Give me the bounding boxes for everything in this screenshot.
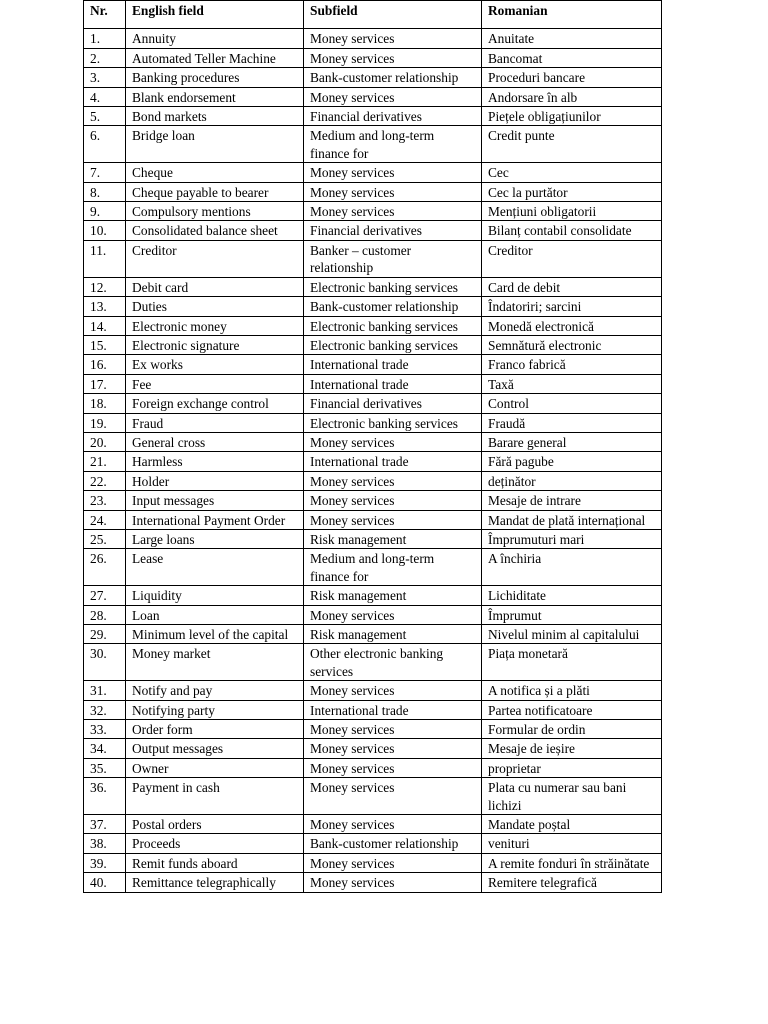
table-row xyxy=(84,681,662,700)
cell-romanian: A închiria xyxy=(482,549,662,586)
table-row xyxy=(84,182,662,201)
cell-romanian: Piața monetară xyxy=(482,644,662,681)
table-row xyxy=(84,739,662,758)
cell-subfield: Bank-customer relationship xyxy=(304,834,482,853)
cell-nr: 40. xyxy=(84,873,126,892)
cell-subfield: Money services xyxy=(304,758,482,777)
cell-subfield: International trade xyxy=(304,452,482,471)
cell-english-field: Electronic money xyxy=(126,316,304,335)
cell-romanian: Proceduri bancare xyxy=(482,68,662,87)
cell-english-field: Holder xyxy=(126,471,304,490)
cell-romanian: Plata cu numerar sau bani lichizi xyxy=(482,778,662,815)
cell-english-field: Fee xyxy=(126,374,304,393)
table-row xyxy=(84,758,662,777)
cell-subfield: Financial derivatives xyxy=(304,107,482,126)
cell-subfield: Bank-customer relationship xyxy=(304,68,482,87)
cell-subfield: Risk management xyxy=(304,586,482,605)
cell-subfield: Bank-customer relationship xyxy=(304,297,482,316)
cell-subfield: Money services xyxy=(304,471,482,490)
cell-english-field: Owner xyxy=(126,758,304,777)
table-row xyxy=(84,834,662,853)
cell-romanian: Împrumut xyxy=(482,605,662,624)
cell-romanian: venituri xyxy=(482,834,662,853)
cell-english-field: Remittance telegraphically xyxy=(126,873,304,892)
table-row xyxy=(84,720,662,739)
table-row xyxy=(84,335,662,354)
table-row xyxy=(84,394,662,413)
cell-subfield: Money services xyxy=(304,510,482,529)
cell-romanian: Card de debit xyxy=(482,277,662,296)
table-row xyxy=(84,163,662,182)
cell-nr: 7. xyxy=(84,163,126,182)
cell-subfield: Money services xyxy=(304,815,482,834)
cell-nr: 17. xyxy=(84,374,126,393)
table-row xyxy=(84,778,662,815)
cell-english-field: Large loans xyxy=(126,529,304,548)
cell-english-field: Automated Teller Machine xyxy=(126,48,304,67)
cell-nr: 26. xyxy=(84,549,126,586)
table-row xyxy=(84,355,662,374)
cell-subfield: International trade xyxy=(304,700,482,719)
cell-subfield: Money services xyxy=(304,87,482,106)
cell-nr: 31. xyxy=(84,681,126,700)
cell-subfield: Money services xyxy=(304,720,482,739)
cell-romanian: Mesaje de intrare xyxy=(482,491,662,510)
cell-nr: 23. xyxy=(84,491,126,510)
cell-subfield: Money services xyxy=(304,29,482,48)
header-english-field: English field xyxy=(126,1,304,29)
header-row xyxy=(84,1,662,29)
cell-romanian: Credit punte xyxy=(482,126,662,163)
table-row xyxy=(84,815,662,834)
cell-subfield: Medium and long-term finance for xyxy=(304,549,482,586)
cell-english-field: Bond markets xyxy=(126,107,304,126)
cell-romanian: Taxă xyxy=(482,374,662,393)
cell-nr: 35. xyxy=(84,758,126,777)
cell-romanian: Barare general xyxy=(482,432,662,451)
cell-romanian: Nivelul minim al capitalului xyxy=(482,625,662,644)
table-row xyxy=(84,126,662,163)
cell-romanian: Andorsare în alb xyxy=(482,87,662,106)
table-row xyxy=(84,471,662,490)
cell-english-field: Notifying party xyxy=(126,700,304,719)
cell-subfield: International trade xyxy=(304,374,482,393)
cell-romanian: Fără pagube xyxy=(482,452,662,471)
cell-subfield: Money services xyxy=(304,491,482,510)
cell-subfield: Risk management xyxy=(304,625,482,644)
cell-nr: 4. xyxy=(84,87,126,106)
cell-subfield: Other electronic banking services xyxy=(304,644,482,681)
table-row xyxy=(84,68,662,87)
table-row xyxy=(84,202,662,221)
cell-romanian: Creditor xyxy=(482,240,662,277)
cell-nr: 19. xyxy=(84,413,126,432)
table-row xyxy=(84,853,662,872)
cell-subfield: Electronic banking services xyxy=(304,335,482,354)
cell-english-field: Ex works xyxy=(126,355,304,374)
cell-english-field: Harmless xyxy=(126,452,304,471)
cell-nr: 5. xyxy=(84,107,126,126)
cell-romanian: Partea notificatoare xyxy=(482,700,662,719)
cell-nr: 29. xyxy=(84,625,126,644)
cell-subfield: Money services xyxy=(304,778,482,815)
cell-nr: 16. xyxy=(84,355,126,374)
cell-nr: 8. xyxy=(84,182,126,201)
table-row xyxy=(84,240,662,277)
cell-subfield: Electronic banking services xyxy=(304,316,482,335)
cell-nr: 27. xyxy=(84,586,126,605)
cell-english-field: Remit funds aboard xyxy=(126,853,304,872)
cell-english-field: Duties xyxy=(126,297,304,316)
cell-subfield: Money services xyxy=(304,163,482,182)
cell-english-field: Creditor xyxy=(126,240,304,277)
cell-english-field: Postal orders xyxy=(126,815,304,834)
cell-romanian: A remite fonduri în străinătate xyxy=(482,853,662,872)
cell-subfield: Money services xyxy=(304,739,482,758)
cell-nr: 6. xyxy=(84,126,126,163)
cell-romanian: Mențiuni obligatorii xyxy=(482,202,662,221)
cell-romanian: Remitere telegrafică xyxy=(482,873,662,892)
cell-romanian: Mesaje de ieșire xyxy=(482,739,662,758)
cell-nr: 32. xyxy=(84,700,126,719)
table-row xyxy=(84,221,662,240)
cell-subfield: Banker – customer relationship xyxy=(304,240,482,277)
cell-romanian: Anuitate xyxy=(482,29,662,48)
cell-nr: 18. xyxy=(84,394,126,413)
cell-subfield: Money services xyxy=(304,605,482,624)
cell-english-field: Consolidated balance sheet xyxy=(126,221,304,240)
cell-romanian: Fraudă xyxy=(482,413,662,432)
cell-nr: 37. xyxy=(84,815,126,834)
cell-subfield: International trade xyxy=(304,355,482,374)
cell-subfield: Financial derivatives xyxy=(304,221,482,240)
table-row xyxy=(84,644,662,681)
cell-romanian: Monedă electronică xyxy=(482,316,662,335)
cell-nr: 14. xyxy=(84,316,126,335)
cell-romanian: Îndatoriri; sarcini xyxy=(482,297,662,316)
header-romanian: Romanian xyxy=(482,1,662,29)
cell-subfield: Electronic banking services xyxy=(304,277,482,296)
document-page xyxy=(83,0,661,893)
cell-romanian: A notifica și a plăti xyxy=(482,681,662,700)
cell-subfield: Risk management xyxy=(304,529,482,548)
cell-english-field: General cross xyxy=(126,432,304,451)
cell-nr: 34. xyxy=(84,739,126,758)
cell-subfield: Electronic banking services xyxy=(304,413,482,432)
cell-english-field: Payment in cash xyxy=(126,778,304,815)
cell-subfield: Money services xyxy=(304,681,482,700)
cell-english-field: Minimum level of the capital xyxy=(126,625,304,644)
table-row xyxy=(84,529,662,548)
table-body xyxy=(84,29,662,892)
cell-romanian: Mandate poștal xyxy=(482,815,662,834)
cell-romanian: deținător xyxy=(482,471,662,490)
cell-subfield: Financial derivatives xyxy=(304,394,482,413)
cell-subfield: Money services xyxy=(304,432,482,451)
cell-romanian: proprietar xyxy=(482,758,662,777)
cell-english-field: Banking procedures xyxy=(126,68,304,87)
cell-subfield: Money services xyxy=(304,873,482,892)
cell-english-field: Output messages xyxy=(126,739,304,758)
cell-romanian: Bilanț contabil consolidate xyxy=(482,221,662,240)
table-row xyxy=(84,510,662,529)
cell-nr: 33. xyxy=(84,720,126,739)
cell-nr: 39. xyxy=(84,853,126,872)
table-row xyxy=(84,452,662,471)
cell-english-field: Annuity xyxy=(126,29,304,48)
table-row xyxy=(84,625,662,644)
cell-subfield: Money services xyxy=(304,202,482,221)
table-row xyxy=(84,374,662,393)
table-row xyxy=(84,277,662,296)
cell-english-field: Electronic signature xyxy=(126,335,304,354)
cell-subfield: Money services xyxy=(304,853,482,872)
cell-romanian: Mandat de plată internațional xyxy=(482,510,662,529)
table-row xyxy=(84,549,662,586)
cell-nr: 30. xyxy=(84,644,126,681)
header-subfield: Subfield xyxy=(304,1,482,29)
cell-romanian: Cec la purtător xyxy=(482,182,662,201)
cell-nr: 38. xyxy=(84,834,126,853)
cell-nr: 20. xyxy=(84,432,126,451)
table-row xyxy=(84,586,662,605)
table-row xyxy=(84,413,662,432)
cell-english-field: Liquidity xyxy=(126,586,304,605)
header-nr: Nr. xyxy=(84,1,126,29)
table-row xyxy=(84,107,662,126)
table-row xyxy=(84,491,662,510)
table-row xyxy=(84,316,662,335)
cell-nr: 22. xyxy=(84,471,126,490)
cell-subfield: Medium and long-term finance for xyxy=(304,126,482,163)
cell-subfield: Money services xyxy=(304,48,482,67)
cell-english-field: International Payment Order xyxy=(126,510,304,529)
cell-nr: 12. xyxy=(84,277,126,296)
cell-english-field: Cheque payable to bearer xyxy=(126,182,304,201)
cell-nr: 11. xyxy=(84,240,126,277)
cell-romanian: Piețele obligațiunilor xyxy=(482,107,662,126)
cell-nr: 24. xyxy=(84,510,126,529)
cell-nr: 15. xyxy=(84,335,126,354)
cell-nr: 3. xyxy=(84,68,126,87)
cell-english-field: Loan xyxy=(126,605,304,624)
table-row xyxy=(84,873,662,892)
table-row xyxy=(84,48,662,67)
cell-romanian: Control xyxy=(482,394,662,413)
cell-english-field: Blank endorsement xyxy=(126,87,304,106)
cell-nr: 10. xyxy=(84,221,126,240)
table-row xyxy=(84,29,662,48)
cell-romanian: Cec xyxy=(482,163,662,182)
cell-english-field: Fraud xyxy=(126,413,304,432)
cell-english-field: Input messages xyxy=(126,491,304,510)
cell-english-field: Order form xyxy=(126,720,304,739)
cell-english-field: Foreign exchange control xyxy=(126,394,304,413)
cell-nr: 25. xyxy=(84,529,126,548)
table-row xyxy=(84,87,662,106)
cell-romanian: Lichiditate xyxy=(482,586,662,605)
cell-romanian: Bancomat xyxy=(482,48,662,67)
table-row xyxy=(84,432,662,451)
cell-nr: 36. xyxy=(84,778,126,815)
cell-english-field: Proceeds xyxy=(126,834,304,853)
cell-english-field: Lease xyxy=(126,549,304,586)
cell-nr: 2. xyxy=(84,48,126,67)
cell-english-field: Money market xyxy=(126,644,304,681)
table-row xyxy=(84,605,662,624)
cell-english-field: Compulsory mentions xyxy=(126,202,304,221)
cell-nr: 28. xyxy=(84,605,126,624)
cell-english-field: Notify and pay xyxy=(126,681,304,700)
table-row xyxy=(84,700,662,719)
cell-romanian: Împrumuturi mari xyxy=(482,529,662,548)
table-row xyxy=(84,297,662,316)
cell-nr: 21. xyxy=(84,452,126,471)
cell-nr: 9. xyxy=(84,202,126,221)
cell-nr: 13. xyxy=(84,297,126,316)
glossary-table xyxy=(83,0,662,893)
cell-english-field: Debit card xyxy=(126,277,304,296)
cell-romanian: Semnătură electronic xyxy=(482,335,662,354)
cell-nr: 1. xyxy=(84,29,126,48)
cell-subfield: Money services xyxy=(304,182,482,201)
cell-english-field: Bridge loan xyxy=(126,126,304,163)
cell-romanian: Formular de ordin xyxy=(482,720,662,739)
cell-romanian: Franco fabrică xyxy=(482,355,662,374)
cell-english-field: Cheque xyxy=(126,163,304,182)
table-header xyxy=(84,1,662,29)
